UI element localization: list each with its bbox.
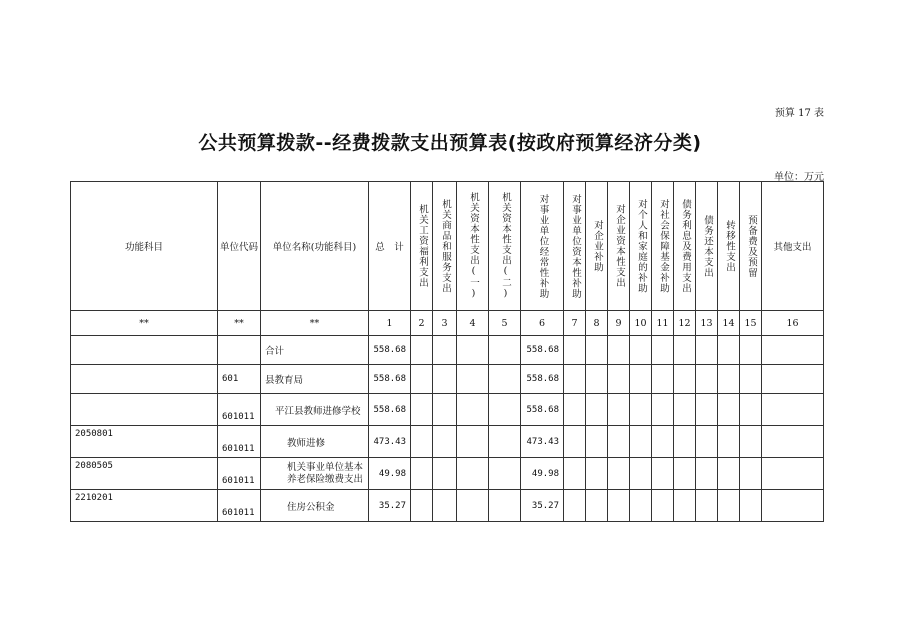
empty-cell — [608, 365, 630, 394]
empty-cell — [608, 394, 630, 426]
c6-cell: 558.68 — [521, 336, 564, 365]
empty-cell — [489, 365, 521, 394]
empty-cell — [674, 336, 696, 365]
empty-cell — [652, 394, 674, 426]
empty-cell — [740, 426, 762, 458]
header-col-5: 机关资本性支出(二) — [489, 182, 521, 311]
empty-cell — [696, 426, 718, 458]
empty-cell — [696, 394, 718, 426]
c6-cell: 558.68 — [521, 365, 564, 394]
empty-cell — [411, 394, 433, 426]
func-subject-cell: 2080505 — [71, 458, 218, 490]
empty-cell — [652, 365, 674, 394]
empty-cell — [564, 394, 586, 426]
header-col-8: 对企业补助 — [586, 182, 608, 311]
col-number: ** — [71, 311, 218, 336]
unit-name-cell: 教师进修 — [261, 426, 369, 458]
col-number: 14 — [718, 311, 740, 336]
unit-code-cell: 601011 — [218, 426, 261, 458]
empty-cell — [411, 336, 433, 365]
empty-cell — [674, 394, 696, 426]
empty-cell — [586, 394, 608, 426]
empty-cell — [718, 426, 740, 458]
empty-cell — [457, 365, 489, 394]
table-row — [71, 365, 824, 394]
empty-cell — [489, 490, 521, 522]
unit-label: 单位：万元 — [774, 172, 824, 183]
header-unit-code: 单位代码 — [218, 182, 261, 311]
c6-cell: 558.68 — [521, 394, 564, 426]
empty-cell — [411, 426, 433, 458]
header-unit-name: 单位名称(功能科目) — [261, 182, 369, 311]
col-number: 8 — [586, 311, 608, 336]
func-subject-cell: 2210201 — [71, 490, 218, 522]
c6-cell: 49.98 — [521, 458, 564, 490]
header-col-10: 对个人和家庭的补助 — [630, 182, 652, 311]
empty-cell — [457, 490, 489, 522]
header-col-7: 对事业单位资本性补助 — [564, 182, 586, 311]
header-func-subject: 功能科目 — [71, 182, 218, 311]
empty-cell — [586, 336, 608, 365]
empty-cell — [630, 490, 652, 522]
empty-cell — [718, 458, 740, 490]
header-total: 总 计 — [369, 182, 411, 311]
c6-cell: 35.27 — [521, 490, 564, 522]
empty-cell — [586, 458, 608, 490]
empty-cell — [457, 394, 489, 426]
empty-cell — [674, 365, 696, 394]
budget-table — [70, 181, 824, 522]
header-col-4: 机关资本性支出(一) — [457, 182, 489, 311]
empty-cell — [608, 426, 630, 458]
empty-cell — [718, 490, 740, 522]
empty-cell — [652, 336, 674, 365]
empty-cell — [762, 426, 824, 458]
col-number: 16 — [762, 311, 824, 336]
empty-cell — [564, 365, 586, 394]
empty-cell — [762, 490, 824, 522]
empty-cell — [674, 490, 696, 522]
header-col-13: 债务还本支出 — [696, 182, 718, 311]
col-number: 11 — [652, 311, 674, 336]
table-row — [71, 426, 824, 458]
empty-cell — [564, 336, 586, 365]
empty-cell — [674, 458, 696, 490]
empty-cell — [433, 458, 457, 490]
col-number: 12 — [674, 311, 696, 336]
unit-name-cell: 县教育局 — [261, 365, 369, 394]
total-cell: 558.68 — [369, 336, 411, 365]
empty-cell — [630, 426, 652, 458]
column-number-row — [71, 311, 824, 336]
total-cell: 49.98 — [369, 458, 411, 490]
unit-code-cell: 601011 — [218, 458, 261, 490]
col-number: 13 — [696, 311, 718, 336]
header-col-16: 其他支出 — [762, 182, 824, 311]
col-number: ** — [261, 311, 369, 336]
empty-cell — [564, 426, 586, 458]
unit-code-cell: 601 — [218, 365, 261, 394]
form-number: 预算 17 表 — [774, 108, 824, 119]
unit-code-cell: 601011 — [218, 490, 261, 522]
col-number: 6 — [521, 311, 564, 336]
table-row — [71, 336, 824, 365]
func-subject-cell: 2050801 — [71, 426, 218, 458]
empty-cell — [586, 426, 608, 458]
empty-cell — [433, 490, 457, 522]
empty-cell — [411, 365, 433, 394]
empty-cell — [433, 426, 457, 458]
col-number: 15 — [740, 311, 762, 336]
header-col-15: 预备费及预留 — [740, 182, 762, 311]
unit-name-cell: 平江县教师进修学校 — [261, 394, 369, 426]
header-col-11: 对社会保障基金补助 — [652, 182, 674, 311]
empty-cell — [411, 490, 433, 522]
col-number: 3 — [433, 311, 457, 336]
col-number: 4 — [457, 311, 489, 336]
unit-name-cell: 住房公积金 — [261, 490, 369, 522]
empty-cell — [489, 458, 521, 490]
empty-cell — [457, 426, 489, 458]
header-col-3: 机关商品和服务支出 — [433, 182, 457, 311]
empty-cell — [564, 458, 586, 490]
empty-cell — [652, 458, 674, 490]
empty-cell — [718, 394, 740, 426]
empty-cell — [489, 394, 521, 426]
empty-cell — [740, 365, 762, 394]
unit-name-cell: 合计 — [261, 336, 369, 365]
header-col-6: 对事业单位经常性补助 — [521, 182, 564, 311]
table-row — [71, 458, 824, 490]
table-row — [71, 490, 824, 522]
col-number: 10 — [630, 311, 652, 336]
empty-cell — [630, 394, 652, 426]
total-cell: 35.27 — [369, 490, 411, 522]
func-subject-cell — [71, 394, 218, 426]
empty-cell — [586, 490, 608, 522]
empty-cell — [608, 336, 630, 365]
total-cell: 473.43 — [369, 426, 411, 458]
empty-cell — [630, 458, 652, 490]
unit-code-cell: 601011 — [218, 394, 261, 426]
empty-cell — [674, 426, 696, 458]
empty-cell — [608, 458, 630, 490]
empty-cell — [718, 365, 740, 394]
header-col-14: 转移性支出 — [718, 182, 740, 311]
empty-cell — [433, 394, 457, 426]
empty-cell — [718, 336, 740, 365]
empty-cell — [652, 426, 674, 458]
col-number: ** — [218, 311, 261, 336]
empty-cell — [696, 458, 718, 490]
col-number: 7 — [564, 311, 586, 336]
page-title: 公共预算拨款--经费拨款支出预算表(按政府预算经济分类) — [198, 132, 702, 154]
empty-cell — [762, 458, 824, 490]
empty-cell — [740, 458, 762, 490]
total-cell: 558.68 — [369, 365, 411, 394]
empty-cell — [696, 336, 718, 365]
empty-cell — [762, 394, 824, 426]
empty-cell — [696, 365, 718, 394]
func-subject-cell — [71, 365, 218, 394]
empty-cell — [630, 336, 652, 365]
c6-cell: 473.43 — [521, 426, 564, 458]
header-row — [71, 182, 824, 311]
empty-cell — [630, 365, 652, 394]
total-cell: 558.68 — [369, 394, 411, 426]
header-col-9: 对企业资本性支出 — [608, 182, 630, 311]
col-number: 1 — [369, 311, 411, 336]
unit-name-cell: 机关事业单位基本养老保险缴费支出 — [261, 458, 369, 490]
header-col-12: 债务利息及费用支出 — [674, 182, 696, 311]
empty-cell — [740, 336, 762, 365]
empty-cell — [696, 490, 718, 522]
unit-code-cell — [218, 336, 261, 365]
empty-cell — [608, 490, 630, 522]
empty-cell — [489, 426, 521, 458]
table-row — [71, 394, 824, 426]
func-subject-cell — [71, 336, 218, 365]
empty-cell — [564, 490, 586, 522]
empty-cell — [411, 458, 433, 490]
empty-cell — [762, 336, 824, 365]
empty-cell — [762, 365, 824, 394]
col-number: 9 — [608, 311, 630, 336]
empty-cell — [740, 490, 762, 522]
empty-cell — [652, 490, 674, 522]
header-col-2: 机关工资福利支出 — [411, 182, 433, 311]
empty-cell — [433, 365, 457, 394]
empty-cell — [457, 458, 489, 490]
empty-cell — [433, 336, 457, 365]
empty-cell — [586, 365, 608, 394]
col-number: 5 — [489, 311, 521, 336]
empty-cell — [457, 336, 489, 365]
col-number: 2 — [411, 311, 433, 336]
empty-cell — [489, 336, 521, 365]
empty-cell — [740, 394, 762, 426]
